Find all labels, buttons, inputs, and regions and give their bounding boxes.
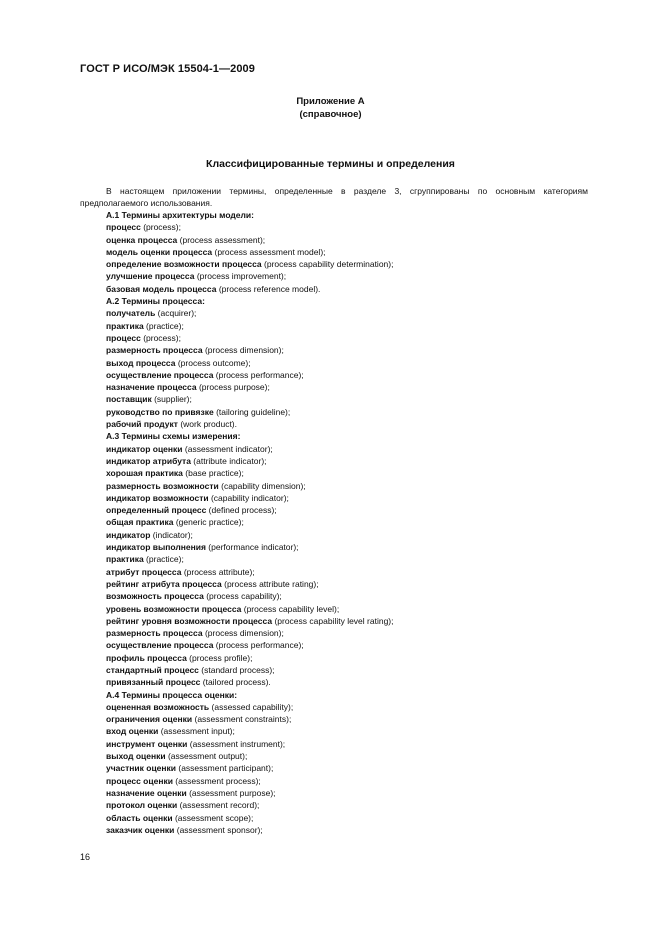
term-name: назначение оценки	[106, 787, 187, 798]
term-entry	[106, 725, 606, 737]
term-entry	[106, 492, 606, 504]
term-translation: (tailoring guideline);	[213, 406, 291, 417]
term-entry	[106, 504, 606, 516]
section-heading	[106, 430, 606, 442]
term-name: вход оценки	[106, 726, 159, 737]
term-entry	[106, 701, 606, 713]
document-header: ГОСТ Р ИСО/МЭК 15504-1—2009	[80, 63, 255, 75]
term-entry	[106, 566, 606, 578]
term-name: выход оценки	[106, 751, 166, 762]
term-entry	[106, 738, 606, 750]
term-entry	[106, 443, 606, 455]
term-translation: (process attribute);	[181, 566, 255, 577]
term-entry	[106, 381, 606, 393]
term-name: оцененная возможность	[106, 701, 210, 712]
term-translation: (practice);	[143, 554, 184, 565]
term-entry	[106, 270, 606, 282]
term-name: модель оценки процесса	[106, 246, 213, 257]
term-translation: (performance indicator);	[205, 542, 299, 553]
term-name: индикатор выполнения	[106, 542, 206, 553]
term-name: базовая модель процесса	[106, 283, 217, 294]
term-entry	[106, 812, 606, 824]
term-name: определенный процесс	[106, 505, 207, 516]
term-entry	[106, 603, 606, 615]
term-translation: (attribute indicator);	[190, 455, 267, 466]
section-heading-text: А.4 Термины процесса оценки:	[106, 689, 238, 700]
term-translation: (process dimension);	[202, 628, 284, 639]
term-translation: (process reference model).	[216, 283, 321, 294]
term-name: участник оценки	[106, 763, 177, 774]
term-translation: (assessed capability);	[209, 701, 294, 712]
term-name: осуществление процесса	[106, 369, 214, 380]
term-entry	[106, 357, 606, 369]
term-name: рейтинг уровня возможности процесса	[106, 615, 273, 626]
term-entry	[106, 393, 606, 405]
term-name: протокол оценки	[106, 800, 178, 811]
section-heading	[106, 209, 606, 221]
term-translation: (assessment record);	[177, 800, 260, 811]
term-entry	[106, 258, 606, 270]
term-translation: (process purpose);	[196, 382, 270, 393]
term-name: профиль процесса	[106, 652, 187, 663]
term-name: процесс	[106, 332, 141, 343]
term-translation: (process);	[140, 332, 181, 343]
term-translation: (standard process);	[198, 664, 275, 675]
term-entry	[106, 455, 606, 467]
term-name: область оценки	[106, 812, 173, 823]
term-name: инструмент оценки	[106, 738, 188, 749]
term-translation: (process attribute rating);	[221, 578, 319, 589]
term-entry	[106, 799, 606, 811]
section-heading-text: А.3 Термины схемы измерения:	[106, 431, 241, 442]
term-name: практика	[106, 320, 144, 331]
term-translation: (process assessment model);	[212, 246, 326, 257]
term-translation: (capability dimension);	[218, 480, 306, 491]
section-heading-text: А.1 Термины архитектуры модели:	[106, 210, 254, 220]
term-translation: (assessment input);	[158, 726, 235, 737]
term-name: практика	[106, 554, 144, 565]
term-translation: (process capability level rating);	[272, 615, 394, 626]
term-entry	[106, 529, 606, 541]
term-entry	[106, 344, 606, 356]
term-name: размерность процесса	[106, 628, 203, 639]
term-name: индикатор атрибута	[106, 455, 191, 466]
term-name: индикатор возможности	[106, 492, 209, 503]
term-translation: (base practice);	[182, 468, 244, 479]
term-name: рабочий продукт	[106, 419, 178, 430]
term-name: индикатор оценки	[106, 443, 183, 454]
term-translation: (acquirer);	[155, 308, 197, 319]
section-heading	[106, 295, 606, 307]
term-entry	[106, 824, 606, 836]
term-translation: (process profile);	[186, 652, 253, 663]
term-entry	[106, 676, 606, 688]
term-translation: (work product).	[177, 419, 237, 430]
term-translation: (capability indicator);	[208, 492, 289, 503]
term-entry	[106, 516, 606, 528]
term-entry	[106, 639, 606, 651]
term-entry	[106, 406, 606, 418]
term-entry	[106, 480, 606, 492]
term-translation: (process);	[140, 222, 181, 233]
term-entry	[106, 762, 606, 774]
term-translation: (process improvement);	[194, 271, 287, 282]
term-entry	[106, 320, 606, 332]
term-translation: (assessment sponsor);	[174, 824, 263, 835]
term-name: рейтинг атрибута процесса	[106, 578, 222, 589]
term-translation: (process assessment);	[177, 234, 266, 245]
term-name: определение возможности процесса	[106, 259, 262, 270]
term-name: уровень возможности процесса	[106, 603, 242, 614]
term-name: заказчик оценки	[106, 824, 175, 835]
term-translation: (assessment constraints);	[192, 714, 292, 725]
term-name: возможность процесса	[106, 591, 204, 602]
term-name: осуществление процесса	[106, 640, 214, 651]
term-translation: (assessment participant);	[176, 763, 274, 774]
term-entry	[106, 418, 606, 430]
term-list	[106, 209, 606, 836]
term-name: оценка процесса	[106, 234, 178, 245]
term-translation: (assessment scope);	[172, 812, 254, 823]
term-translation: (supplier);	[151, 394, 192, 405]
term-entry	[106, 750, 606, 762]
term-name: атрибут процесса	[106, 566, 182, 577]
section-heading-text: А.2 Термины процесса:	[106, 296, 205, 307]
term-name: поставщик	[106, 394, 152, 405]
term-translation: (assessment indicator);	[182, 443, 273, 454]
term-entry	[106, 246, 606, 258]
term-name: индикатор	[106, 529, 151, 540]
term-entry	[106, 283, 606, 295]
term-translation: (process performance);	[213, 369, 304, 380]
term-name: улучшение процесса	[106, 271, 195, 282]
term-entry	[106, 590, 606, 602]
term-entry	[106, 332, 606, 344]
term-name: выход процесса	[106, 357, 176, 368]
term-entry	[106, 307, 606, 319]
term-translation: (process capability level);	[241, 603, 340, 614]
term-name: стандартный процесс	[106, 664, 199, 675]
term-name: размерность процесса	[106, 345, 203, 356]
term-name: назначение процесса	[106, 382, 197, 393]
term-translation: (process capability determination);	[261, 259, 394, 270]
term-name: ограничения оценки	[106, 714, 193, 725]
term-translation: (process performance);	[213, 640, 304, 651]
section-heading	[106, 689, 606, 701]
term-name: размерность возможности	[106, 480, 219, 491]
annex-kind: (справочное)	[299, 109, 362, 120]
term-name: получатель	[106, 308, 156, 319]
term-name: хорошая практика	[106, 468, 183, 479]
term-entry	[106, 615, 606, 627]
term-translation: (assessment instrument);	[187, 738, 286, 749]
term-translation: (assessment process);	[172, 775, 261, 786]
term-translation: (tailored process).	[200, 677, 271, 688]
term-entry	[106, 553, 606, 565]
term-translation: (assessment purpose);	[186, 787, 276, 798]
term-entry	[106, 578, 606, 590]
term-entry	[106, 787, 606, 799]
term-translation: (process outcome);	[175, 357, 251, 368]
term-entry	[106, 541, 606, 553]
term-entry	[106, 234, 606, 246]
term-translation: (practice);	[143, 320, 184, 331]
term-translation: (process capability);	[203, 591, 282, 602]
term-entry	[106, 627, 606, 639]
term-translation: (defined process);	[206, 505, 277, 516]
term-entry	[106, 652, 606, 664]
term-translation: (generic practice);	[173, 517, 244, 528]
term-entry	[106, 775, 606, 787]
term-entry	[106, 467, 606, 479]
annex-label: Приложение А	[296, 96, 365, 107]
page-title: Классифицированные термины и определения	[206, 158, 455, 170]
term-name: процесс оценки	[106, 775, 173, 786]
page-number: 16	[80, 852, 91, 862]
term-name: процесс	[106, 222, 141, 233]
term-name: привязанный процесс	[106, 677, 201, 688]
term-entry	[106, 713, 606, 725]
term-entry	[106, 221, 606, 233]
term-translation: (indicator);	[150, 529, 193, 540]
term-translation: (assessment output);	[165, 751, 248, 762]
term-name: общая практика	[106, 517, 174, 528]
intro-paragraph: В настоящем приложении термины, определенные в разделе 3, сгруппированы по основным категориям предполагаемого использования.	[80, 186, 588, 209]
term-name: руководство по привязке	[106, 406, 214, 417]
term-translation: (process dimension);	[202, 345, 284, 356]
term-entry	[106, 369, 606, 381]
term-entry	[106, 664, 606, 676]
